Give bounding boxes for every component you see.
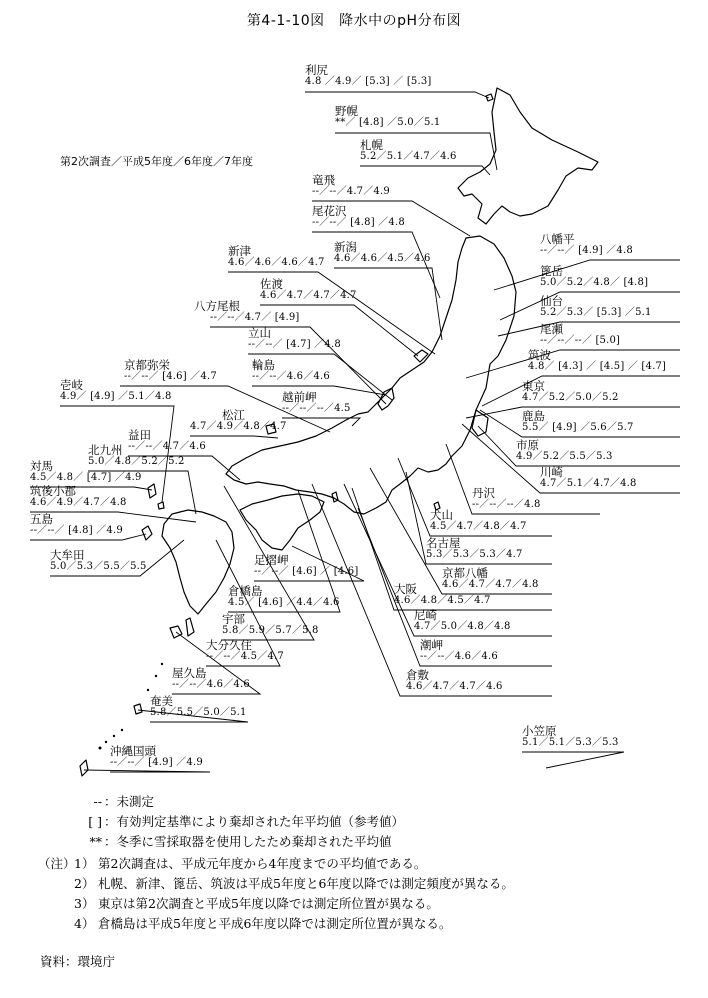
hokkaido-outline xyxy=(458,88,598,224)
station-iki xyxy=(60,379,172,403)
station-name: 札幌 xyxy=(360,138,383,152)
station-name: 犬山 xyxy=(430,508,453,522)
station-name: 松江 xyxy=(222,408,245,422)
legend-text: ：有効判定基準により棄却された年平均値（参考値） xyxy=(104,814,405,829)
station-name: 八幡平 xyxy=(540,232,575,246)
station-niitsu xyxy=(228,245,325,269)
station-values: 5.8／5.5／5.0／5.1 xyxy=(150,707,247,718)
station-values: 4.8 ／4.9／ [5.3] ／ [5.3] xyxy=(305,76,432,87)
station-values: --／--／ [4.8] ／4.9 xyxy=(30,525,123,536)
station-values: --／--／--／4.8 xyxy=(472,499,541,510)
station-values: --／--／4.6／4.6 xyxy=(172,679,250,690)
station-tsushima xyxy=(30,460,142,484)
station-kurashiki xyxy=(406,669,503,693)
station-yakushima xyxy=(172,667,250,691)
station-amami xyxy=(150,695,247,719)
station-values: --／--／ [4.8] ／4.8 xyxy=(312,217,405,228)
legend-row xyxy=(78,792,404,812)
station-name: 奄美 xyxy=(150,694,173,708)
station-name: 壱岐 xyxy=(60,378,83,392)
station-rishiri xyxy=(305,64,432,88)
note-number: 3） xyxy=(74,896,95,911)
station-name: 越前岬 xyxy=(282,390,317,404)
station-oze xyxy=(540,323,620,347)
amami-island xyxy=(134,704,142,714)
station-name: 大牟田 xyxy=(50,548,85,562)
station-kawasaki xyxy=(540,466,637,490)
station-name: 大阪 xyxy=(394,582,417,596)
station-happo-one xyxy=(194,300,300,324)
station-values: 4.7／5.1／4.7／4.8 xyxy=(540,478,637,489)
station-name: 東京 xyxy=(522,379,545,393)
station-values: --／--／4.7／ [4.9] xyxy=(210,312,300,323)
note-text: 倉橋島は平成5年度と平成6年度以降では測定所位置が異なる。 xyxy=(98,916,452,931)
station-name: 潮岬 xyxy=(420,638,443,652)
station-values: 5.0／5.3／5.5／5.5 xyxy=(50,561,147,572)
station-ogasawara xyxy=(522,725,619,749)
station-sendai xyxy=(540,295,652,319)
map-legend xyxy=(78,792,404,852)
station-values: 4.6／4.7／4.7／4.8 xyxy=(442,579,539,590)
station-name: 尾瀬 xyxy=(540,322,563,336)
station-values: --／--／ [4.7] ／4.8 xyxy=(248,339,341,350)
station-name: 新潟 xyxy=(334,240,357,254)
station-name: 鹿島 xyxy=(522,409,545,423)
station-nopporo xyxy=(335,105,440,129)
island-dot xyxy=(161,663,163,665)
station-values: --／--／--／ [5.0] xyxy=(540,335,621,346)
figure-title: 第4-1-10図 降水中のpH分布図 xyxy=(246,13,462,29)
legend-row xyxy=(78,812,404,832)
leader-okinawa xyxy=(84,770,210,772)
station-values: 5.0／4.8／5.2／5.2 xyxy=(88,456,185,467)
station-values: 5.0／5.2／4.8／ [4.8] xyxy=(540,277,649,288)
iki-island xyxy=(158,502,164,509)
awaji-island xyxy=(332,492,338,502)
station-name: 市原 xyxy=(516,438,539,452)
station-name: 足摺岬 xyxy=(254,553,289,567)
station-name: 八方尾根 xyxy=(194,299,240,313)
station-name: 立山 xyxy=(248,326,271,340)
station-name: 京都弥栄 xyxy=(124,358,170,372)
leader-ogasawara xyxy=(522,752,624,768)
note-text: 東京は第2次調査と平成5年度以降では測定所位置が異なる。 xyxy=(98,896,439,911)
station-values: --／--／4.6／4.6 xyxy=(420,651,498,662)
note-text: 札幌、新津、篦岳、筑波は平成5年度と6年度以降では測定頻度が異なる。 xyxy=(98,876,514,891)
station-tanzawa xyxy=(472,487,541,511)
station-nagoya xyxy=(426,537,523,561)
station-values: 4.9／ [4.9] ／5.1／4.8 xyxy=(60,391,172,402)
station-values: 4.6／4.8／4.5／4.7 xyxy=(394,595,491,606)
goto-islands xyxy=(142,526,152,540)
station-name: 沖縄国頭 xyxy=(110,744,156,758)
station-values: 4.6／4.7／4.7／4.6 xyxy=(406,681,503,692)
station-chikugo-ogori xyxy=(30,485,127,509)
leader-rishiri xyxy=(305,92,489,98)
station-name: 輪島 xyxy=(252,358,275,372)
station-values: **／ [4.8] ／5.0／5.1 xyxy=(335,117,441,128)
station-name: 尼崎 xyxy=(414,608,437,622)
note-text: 第2次調査は、平成元年度から4年度までの平均値である。 xyxy=(98,856,427,871)
station-name: 利尻 xyxy=(305,63,328,77)
station-values: 5.2／5.1／4.7／4.6 xyxy=(360,151,457,162)
legend-text: ：冬季に雪採取器を使用したため棄却された平均値 xyxy=(104,834,392,849)
island-dot xyxy=(113,735,115,737)
station-values: 4.7／4.9／4.8／4.7 xyxy=(190,421,287,432)
station-name: 佐渡 xyxy=(260,277,283,291)
station-values: --／--／ [4.9] ／4.8 xyxy=(540,245,633,256)
survey-period-caption: 第2次調査／平成5年度／6年度／7年度 xyxy=(60,155,253,168)
island-dot xyxy=(105,741,107,743)
station-values: --／--／ [4.9] ／4.9 xyxy=(110,757,203,768)
station-kashima xyxy=(522,410,634,434)
station-name: 京都八幡 xyxy=(442,566,488,580)
station-values: --／--／--／4.5 xyxy=(282,403,351,414)
station-tappi xyxy=(312,174,390,198)
station-name: 屋久島 xyxy=(172,666,207,680)
station-values: 4.9／5.2／5.5／5.3 xyxy=(516,451,613,462)
station-name: 倉敷 xyxy=(406,668,429,682)
legend-symbol: [ ] xyxy=(88,814,102,829)
station-values: 4.5／4.8／ [4.7] ／4.9 xyxy=(30,472,142,483)
station-name: 五島 xyxy=(30,512,53,526)
note-row xyxy=(38,894,514,914)
station-ashizuri-misaki xyxy=(254,554,358,578)
station-name: 益田 xyxy=(128,428,151,442)
station-niigata xyxy=(334,241,431,265)
station-name: 宇部 xyxy=(222,612,245,626)
station-values: 4.5／4.7／4.8／4.7 xyxy=(430,521,527,532)
legend-symbol: ** xyxy=(89,834,102,849)
station-name: 小笠原 xyxy=(522,724,557,738)
station-name: 竜飛 xyxy=(312,173,335,187)
station-name: 倉橋島 xyxy=(228,584,263,598)
island-dot xyxy=(121,729,123,731)
kyushu-outline xyxy=(162,510,234,614)
station-name: 丹沢 xyxy=(472,486,495,500)
station-values: 4.7／5.2／5.0／5.2 xyxy=(522,392,619,403)
station-values: 4.7／5.0／4.8／4.8 xyxy=(414,621,511,632)
station-obanazawa xyxy=(312,205,405,229)
station-name: 仙台 xyxy=(540,294,563,308)
note-row xyxy=(38,854,514,874)
station-goto xyxy=(30,513,123,537)
tsushima-island xyxy=(148,484,156,498)
station-tateyama xyxy=(248,327,341,351)
station-values: 5.8／5.9／5.7／5.8 xyxy=(222,625,319,636)
station-values: 4.8／ [4.3] ／ [4.5] ／ [4.7] xyxy=(528,361,667,372)
station-values: --／--／4.5／4.7 xyxy=(206,651,284,662)
station-name: 北九州 xyxy=(88,443,123,457)
station-tokyo xyxy=(522,380,619,404)
note-row xyxy=(38,914,514,934)
station-name: 野幌 xyxy=(335,104,358,118)
station-values: 4.6／4.9／4.7／4.8 xyxy=(30,497,127,508)
station-values: 4.6／4.7／4.7／4.7 xyxy=(260,290,357,301)
station-name: 筑後小郡 xyxy=(30,484,76,498)
station-name: 名古屋 xyxy=(426,536,461,550)
station-values: 5.2／5.3／ [5.3] ／5.1 xyxy=(540,307,652,318)
note-lead: （注） xyxy=(38,856,76,871)
station-values: --／--／4.7／4.6 xyxy=(128,441,206,452)
footnotes xyxy=(38,854,514,934)
tanegashima-island xyxy=(186,618,194,636)
shikoku-outline xyxy=(240,494,324,550)
station-nonodake xyxy=(540,265,648,289)
legend-row xyxy=(78,832,404,852)
station-name: 新津 xyxy=(228,244,251,258)
station-values: 4.6／4.6／4.5／4.6 xyxy=(334,253,431,264)
station-sapporo xyxy=(360,139,457,163)
note-number: 1） xyxy=(74,856,95,871)
station-name: 川崎 xyxy=(540,465,563,479)
station-echizen-misaki xyxy=(282,391,351,415)
station-kurahashijima xyxy=(228,585,340,609)
station-values: 4.5／ [4.6] ／4.4／4.6 xyxy=(228,597,340,608)
station-name: 大分久住 xyxy=(206,638,252,652)
island-dot xyxy=(155,675,157,677)
note-number: 2） xyxy=(74,876,95,891)
station-values: 5.5／ [4.9] ／5.6／5.7 xyxy=(522,422,634,433)
island-dot xyxy=(147,689,149,691)
okinawa-island xyxy=(80,760,88,776)
station-shionomisaki xyxy=(420,639,498,663)
station-name: 筑波 xyxy=(528,348,551,362)
station-values: --／--／ [4.6] ／ [4.6] xyxy=(254,566,359,577)
station-values: --／--／4.7／4.9 xyxy=(312,186,390,197)
legend-symbol: -- xyxy=(93,794,102,809)
station-osaka xyxy=(394,583,491,607)
station-values: 5.3／5.3／5.3／4.7 xyxy=(426,549,523,560)
station-name: 尾花沢 xyxy=(312,204,347,218)
note-row xyxy=(38,874,514,894)
station-values: 4.6／4.6／4.6／4.7 xyxy=(228,257,325,268)
station-okinawa-kunigami xyxy=(110,745,203,769)
note-number: 4） xyxy=(74,916,95,931)
station-name: 篦岳 xyxy=(540,264,563,278)
station-oita-kuju xyxy=(206,639,284,663)
station-values: --／--／ [4.6] ／4.7 xyxy=(124,371,217,382)
station-wajima xyxy=(252,359,330,383)
source-credit: 資料：環境庁 xyxy=(40,954,116,969)
station-values: --／--／4.6／4.6 xyxy=(252,371,330,382)
station-ube xyxy=(222,613,319,637)
station-tsukuba xyxy=(528,349,666,373)
station-omuta xyxy=(50,549,147,573)
station-ichihara xyxy=(516,439,613,463)
station-amagasaki xyxy=(414,609,511,633)
station-name: 対馬 xyxy=(30,459,53,473)
island-dot xyxy=(99,747,102,750)
legend-text: ：未測定 xyxy=(104,794,155,809)
station-hachimantai xyxy=(540,233,633,257)
station-inuyama xyxy=(430,509,527,533)
station-values: 5.1／5.1／5.3／5.3 xyxy=(522,737,619,748)
station-sado xyxy=(260,278,357,302)
